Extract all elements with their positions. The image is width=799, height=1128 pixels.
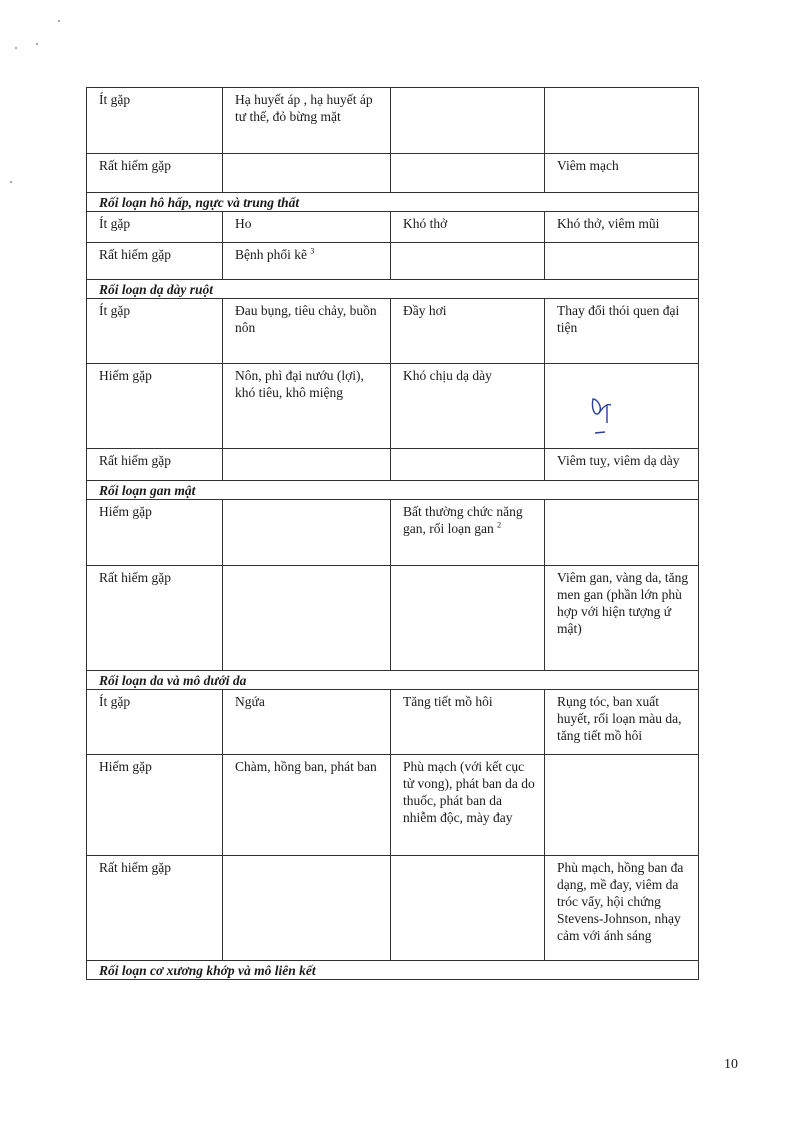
table-row [87, 755, 699, 856]
cell-text: Hiếm gặp [99, 368, 152, 383]
section-title: Rối loạn hô hấp, ngực và trung thất [87, 193, 699, 212]
cell-text: Ít gặp [99, 303, 131, 318]
table-row [87, 500, 699, 566]
uncommon-cell [391, 449, 545, 481]
common-cell [223, 299, 391, 364]
cell-text: Phù mạch (với kết cục tử vong), phát ban da do thuốc, phát ban da nhiễm độc, mày đay [403, 759, 535, 825]
cell-text: Ít gặp [99, 216, 131, 231]
table-row [87, 154, 699, 193]
frequency-cell [87, 154, 223, 193]
table-row [87, 856, 699, 961]
cell-text: Thay đổi thói quen đại tiện [557, 303, 680, 335]
rare-cell [545, 449, 699, 481]
cell-text: Rất hiếm gặp [99, 247, 171, 262]
cell-text: Phù mạch, hồng ban đa dạng, mề đay, viêm da tróc vẩy, hội chứng Stevens-Johnson, nhạy cảm với ánh sáng [557, 860, 684, 943]
table-row [87, 212, 699, 243]
section-header-row [87, 671, 699, 690]
section-title: Rối loạn da và mô dưới da [87, 671, 699, 690]
section-header-row [87, 280, 699, 299]
frequency-cell [87, 299, 223, 364]
frequency-cell [87, 500, 223, 566]
cell-text: Bệnh phổi kẽ [235, 247, 307, 262]
section-header-row [87, 193, 699, 212]
frequency-cell [87, 212, 223, 243]
cell-text: Ít gặp [99, 694, 131, 709]
common-cell [223, 755, 391, 856]
cell-text: Rụng tóc, ban xuất huyết, rối loạn màu da, tăng tiết mồ hôi [557, 694, 682, 743]
cell-text: Khó thở, viêm mũi [557, 216, 660, 231]
page-number: 10 [724, 1057, 738, 1072]
table-row [87, 449, 699, 481]
common-cell [223, 856, 391, 961]
frequency-cell [87, 449, 223, 481]
uncommon-cell [391, 154, 545, 193]
cell-text: Bất thường chức năng gan, rối loạn gan [403, 504, 523, 536]
rare-cell [545, 88, 699, 154]
cell-text: Ngứa [235, 694, 265, 709]
rare-cell [545, 243, 699, 280]
common-cell [223, 88, 391, 154]
rare-cell [545, 856, 699, 961]
cell-text: Rất hiếm gặp [99, 158, 171, 173]
common-cell [223, 364, 391, 449]
common-cell [223, 690, 391, 755]
cell-text: Khó chịu dạ dày [403, 368, 492, 383]
frequency-cell [87, 755, 223, 856]
uncommon-cell [391, 212, 545, 243]
cell-text: Tăng tiết mồ hôi [403, 694, 493, 709]
rare-cell [545, 755, 699, 856]
uncommon-cell [391, 364, 545, 449]
uncommon-cell [391, 755, 545, 856]
uncommon-cell [391, 856, 545, 961]
rare-cell [545, 500, 699, 566]
rare-cell [545, 690, 699, 755]
cell-text: Khó thở [403, 216, 448, 231]
cell-text: Nôn, phì đại nướu (lợi), khó tiêu, khô miệng [235, 368, 364, 400]
table-row [87, 88, 699, 154]
uncommon-cell [391, 500, 545, 566]
frequency-cell [87, 88, 223, 154]
common-cell [223, 500, 391, 566]
rare-cell [545, 154, 699, 193]
cell-text: Viêm mạch [557, 158, 619, 173]
uncommon-cell [391, 243, 545, 280]
table-row [87, 243, 699, 280]
rare-cell [545, 566, 699, 671]
cell-text: Rất hiếm gặp [99, 570, 171, 585]
cell-text: Hiếm gặp [99, 759, 152, 774]
section-title: Rối loạn dạ dày ruột [87, 280, 699, 299]
footnote-ref: 3 [310, 246, 315, 256]
uncommon-cell [391, 690, 545, 755]
frequency-cell [87, 690, 223, 755]
common-cell [223, 154, 391, 193]
rare-cell [545, 212, 699, 243]
handwritten-initials-mark [585, 393, 625, 446]
frequency-cell [87, 856, 223, 961]
cell-text: Rất hiếm gặp [99, 860, 171, 875]
section-title: Rối loạn gan mật [87, 481, 699, 500]
cell-text: Rất hiếm gặp [99, 453, 171, 468]
cell-text: Ho [235, 216, 252, 231]
frequency-cell [87, 566, 223, 671]
common-cell [223, 449, 391, 481]
frequency-cell [87, 364, 223, 449]
cell-text: Hiếm gặp [99, 504, 152, 519]
footnote-ref: 2 [497, 520, 502, 530]
table-row [87, 690, 699, 755]
cell-text: Chàm, hồng ban, phát ban [235, 759, 377, 774]
table-row [87, 299, 699, 364]
cell-text: Đầy hơi [403, 303, 447, 318]
adverse-reactions-table [86, 87, 699, 980]
cell-text: Ít gặp [99, 92, 131, 107]
common-cell [223, 212, 391, 243]
frequency-cell [87, 243, 223, 280]
section-title: Rối loạn cơ xương khớp và mô liên kết [87, 961, 699, 980]
common-cell [223, 566, 391, 671]
cell-text: Viêm tuỵ, viêm dạ dày [557, 453, 680, 468]
adverse-reactions-table-body [87, 88, 699, 980]
uncommon-cell [391, 299, 545, 364]
section-header-row [87, 481, 699, 500]
uncommon-cell [391, 566, 545, 671]
cell-text: Viêm gan, vàng da, tăng men gan (phần lớn phù hợp với hiện tượng ứ mật) [557, 570, 689, 636]
common-cell [223, 243, 391, 280]
table-row [87, 566, 699, 671]
rare-cell [545, 299, 699, 364]
cell-text: Hạ huyết áp , hạ huyết áp tư thế, đỏ bừng mặt [235, 92, 373, 124]
section-header-row [87, 961, 699, 980]
uncommon-cell [391, 88, 545, 154]
cell-text: Đau bụng, tiêu chảy, buồn nôn [235, 303, 377, 335]
